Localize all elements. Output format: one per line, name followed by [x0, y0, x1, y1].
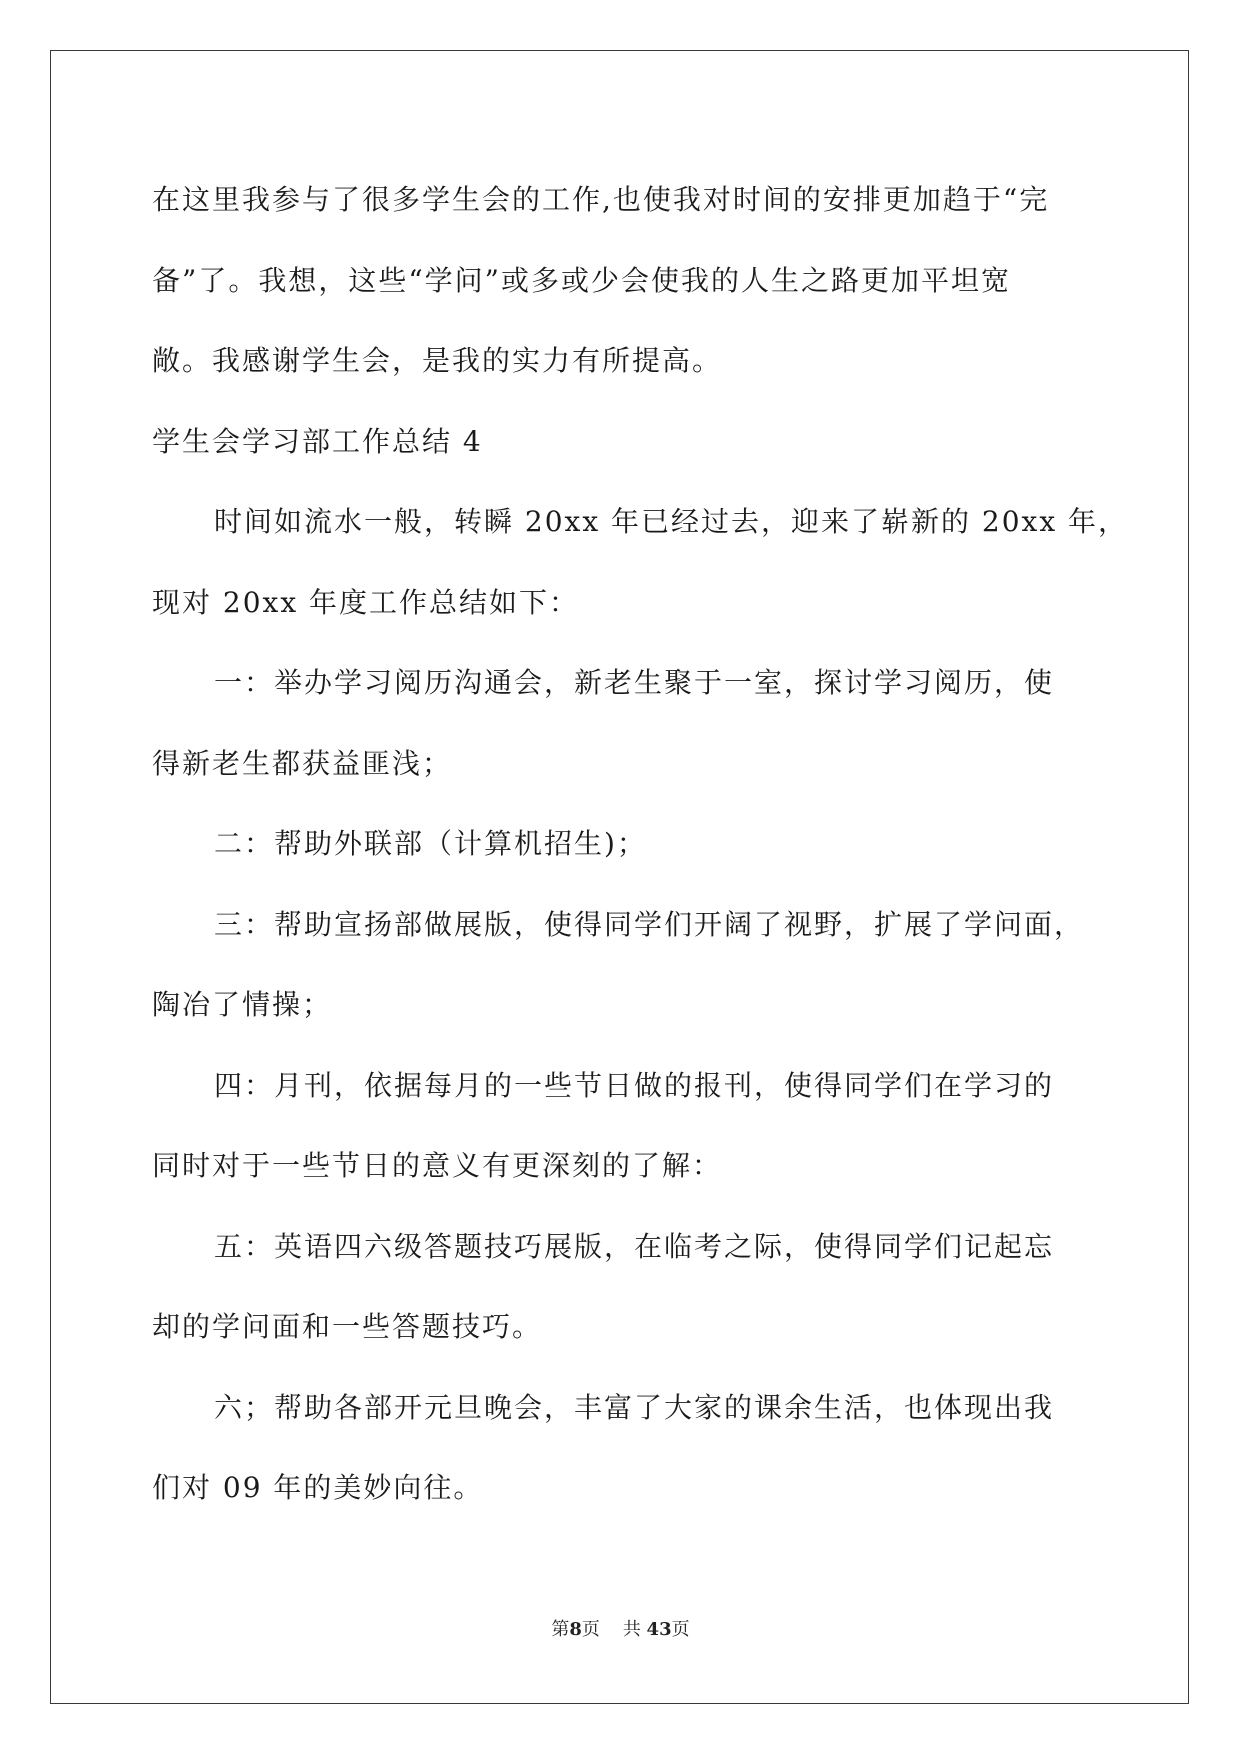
- list-item-2: 二：帮助外联部（计算机招生)；: [214, 827, 647, 860]
- footer-page-suffix: 页: [581, 1619, 600, 1640]
- text-line: 在这里我参与了很多学生会的工作,也使我对时间的安排更加趋于“完: [152, 183, 1050, 216]
- list-item-4: 四：月刊，依据每月的一些节日做的报刊，使得同学们在学习的: [214, 1068, 1055, 1102]
- page-footer: [0, 1615, 1241, 1641]
- footer-total-suffix: 页: [671, 1619, 690, 1640]
- list-item-5: 五：英语四六级答题技巧展版，在临考之际，使得同学们记起忘: [214, 1229, 1055, 1263]
- text-line: 备”了。我想，这些“学问”或多或少会使我的人生之路更加平坦宽: [152, 263, 1011, 297]
- text-line: 得新老生都获益匪浅；: [152, 746, 453, 780]
- text-line: 陶冶了情操；: [152, 988, 333, 1021]
- total-page-count: 43: [646, 1619, 672, 1640]
- document-body: [152, 160, 1129, 1529]
- text-line: 时间如流水一般，转瞬 20xx 年已经过去，迎来了崭新的 20xx 年，: [214, 505, 1129, 538]
- text-line: 同时对于一些节日的意义有更深刻的了解：: [152, 1149, 723, 1182]
- text-line: 现对 20xx 年度工作总结如下：: [152, 585, 580, 619]
- list-item-1: 一：举办学习阅历沟通会，新老生聚于一室，探讨学习阅历，使: [214, 666, 1055, 699]
- section-heading: 学生会学习部工作总结 4: [152, 424, 483, 458]
- text-line: 却的学问面和一些答题技巧。: [152, 1310, 543, 1343]
- list-item-6: 六；帮助各部开元旦晚会，丰富了大家的课余生活，也体现出我: [214, 1390, 1055, 1424]
- list-item-3: 三：帮助宣扬部做展版，使得同学们开阔了视野，扩展了学问面，: [214, 907, 1085, 941]
- text-line: 们对 09 年的美妙向往。: [152, 1471, 484, 1504]
- text-line: 敞。我感谢学生会，是我的实力有所提高。: [152, 344, 723, 377]
- footer-total-prefix: 共: [622, 1619, 641, 1640]
- footer-prefix: 第: [551, 1619, 570, 1640]
- current-page-number: 8: [569, 1619, 582, 1640]
